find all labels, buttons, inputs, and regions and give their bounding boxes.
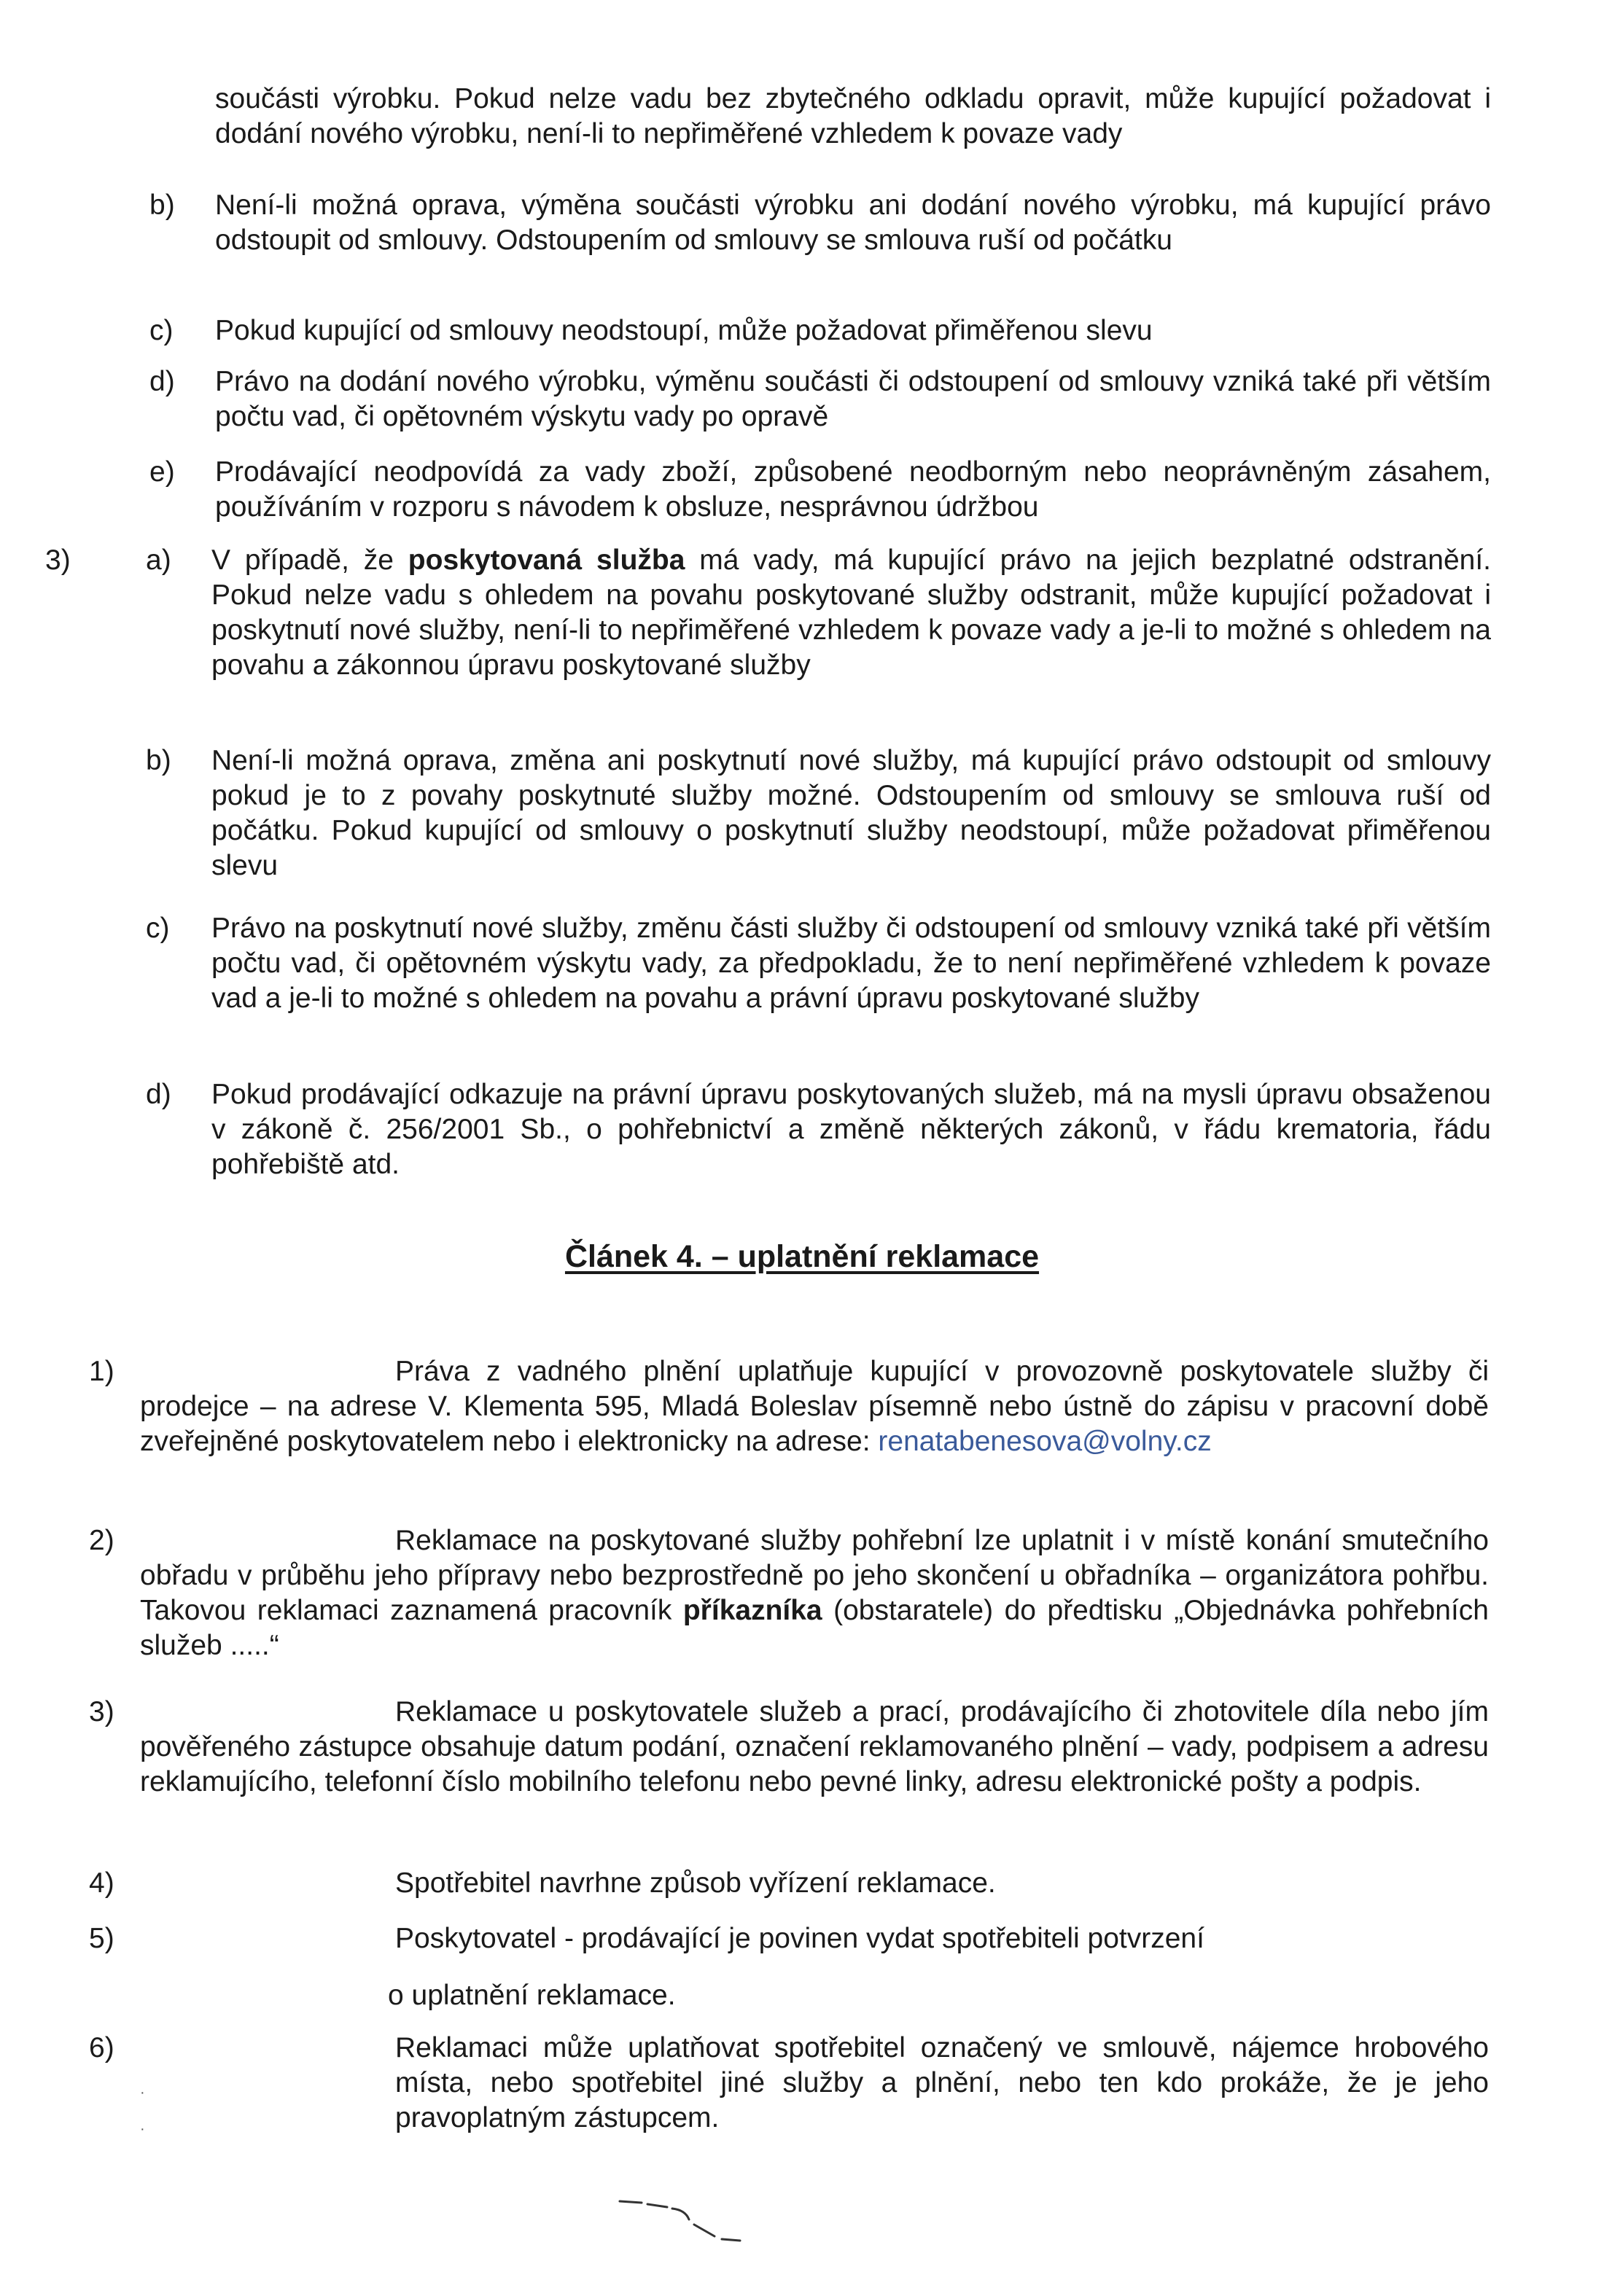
sec3-a-post: má vady, má kupující právo na jejich bezplatné odstranění. Pokud nelze vadu s ohledem na povahu poskytované služby odstranit, může kupující požadovat i poskytnutí nové služby, není-li to nepřiměřené vzhledem k povaze vady a je-li to možné s ohledem na povahu a zákonnou úpravu poskytované služby [211,544,1491,681]
scan-dot-mark: · [140,2121,145,2137]
sec3-b-label: b) [146,745,171,776]
art4-p2-text [140,1523,1489,1663]
art4-p2-post: (obstaratele) do předtisku „Objednávka pohřebních služeb .....“ [140,1595,1489,1661]
art4-p5-line2: o uplatnění reklamace. [388,1980,676,2011]
item-c-text: Pokud kupující od smlouvy neodstoupí, může požadovat přiměřenou slevu [215,315,1153,346]
art4-p3-text: Reklamace u poskytovatele služeb a prací, prodávajícího či zhotovitele díla nebo jím pověřeného zástupce obsahuje datum podání, označení reklamovaného plnění – vady, podpisem a adresu reklamujícího, telefonní číslo mobilního telefonu nebo pevné linky, adresu elektronické pošty a podpis. [140,1696,1489,1797]
item-c-label: c) [149,315,174,346]
item-b-text: Není-li možná oprava, výměna součásti výrobku ani dodání nového výrobku, má kupující právo odstoupit od smlouvy. Odstoupením od smlouvy se smlouva ruší od počátku [215,190,1491,256]
item-e-label: e) [149,456,175,488]
sec3-b-text: Není-li možná oprava, změna ani poskytnutí nové služby, má kupující právo odstoupit od smlouvy pokud je to z povahy poskytnuté služby možné. Odstoupením od smlouvy se smlouva ruší od počátku. Pokud kupující od smlouvy o poskytnutí služby neodstoupí, může požadovat přiměřenou slevu [211,745,1491,881]
art4-p5-line1: Poskytovatel - prodávající je povinen vydat spotřebiteli potvrzení [395,1923,1204,1954]
art4-p2-bold: příkazníka [682,1595,822,1626]
item-e-text: Prodávající neodpovídá za vady zboží, způsobené neodborným nebo neoprávněným zásahem, používáním v rozporu s návodem k obsluze, nesprávnou údržbou [215,456,1491,523]
art4-p3-number: 3) [89,1696,114,1727]
art4-p2-pre: Reklamace na poskytované služby pohřební lze uplatnit i v místě konání smutečního obřadu v průběhu jeho přípravy nebo bezprostředně po jeho skončení u obřadníka – organizátora pohřbu. Takovou reklamaci zaznamená pracovník [140,1525,1489,1626]
art4-p4-text: Spotřebitel navrhne způsob vyřízení reklamace. [395,1867,996,1899]
sec3-a-label: a) [146,544,171,576]
sec3-a-text [211,543,1491,683]
contact-email-link[interactable]: renatabenesova@volny.cz [878,1426,1212,1457]
section-3-number: 3) [45,544,71,576]
scan-dot-mark: · [140,2085,145,2101]
scribble-mark [612,2179,773,2245]
item-b-label: b) [149,190,175,221]
art4-p6-text: Reklamaci může uplatňovat spotřebitel označený ve smlouvě, nájemce hrobového místa, nebo spotřebitel jiné služby a plnění, nebo ten kdo prokáže, že je jeho pravoplatným zástupcem. [395,2032,1489,2133]
art4-p5-number: 5) [89,1923,114,1954]
sec3-a-pre: V případě, že [211,544,408,576]
art4-p1-number: 1) [89,1356,114,1387]
art4-p2-number: 2) [89,1525,114,1556]
article-4-heading: Článek 4. – uplatnění reklamace [564,1239,1040,1274]
art4-p4-number: 4) [89,1867,114,1899]
sec3-d-label: d) [146,1079,171,1110]
art4-p1-text [140,1354,1489,1459]
sec3-c-text: Právo na poskytnutí nové služby, změnu části služby či odstoupení od smlouvy vzniká také při větším počtu vad, či opětovném výskytu vady, za předpokladu, že to není nepřiměřené vzhledem k povaze vad a je-li to možné s ohledem na povahu a právní úpravu poskytované služby [211,913,1491,1014]
art4-p1-body: Práva z vadného plnění uplatňuje kupující v provozovně poskytovatele služby či prodejce – na adrese V. Klementa 595, Mladá Boleslav písemně nebo ústně do zápisu v pracovní době zveřejněné poskytovatelem nebo i elektronicky na adrese: [140,1356,1489,1457]
item-continuation: součásti výrobku. Pokud nelze vadu bez zbytečného odkladu opravit, může kupující požadovat i dodání nového výrobku, není-li to nepřiměřené vzhledem k povaze vady [215,83,1491,149]
item-d-label: d) [149,366,175,397]
sec3-c-label: c) [146,913,170,944]
sec3-a-bold: poskytovaná služba [408,544,685,576]
item-d-text: Právo na dodání nového výrobku, výměnu součásti či odstoupení od smlouvy vzniká také při větším počtu vad, či opětovném výskytu vady po opravě [215,366,1491,432]
sec3-d-text: Pokud prodávající odkazuje na právní úpravu poskytovaných služeb, má na mysli úpravu obsaženou v zákoně č. 256/2001 Sb., o pohřebnictví a změně některých zákonů, v řádu krematoria, řádu pohřebiště atd. [211,1079,1491,1180]
art4-p6-number: 6) [89,2032,114,2063]
